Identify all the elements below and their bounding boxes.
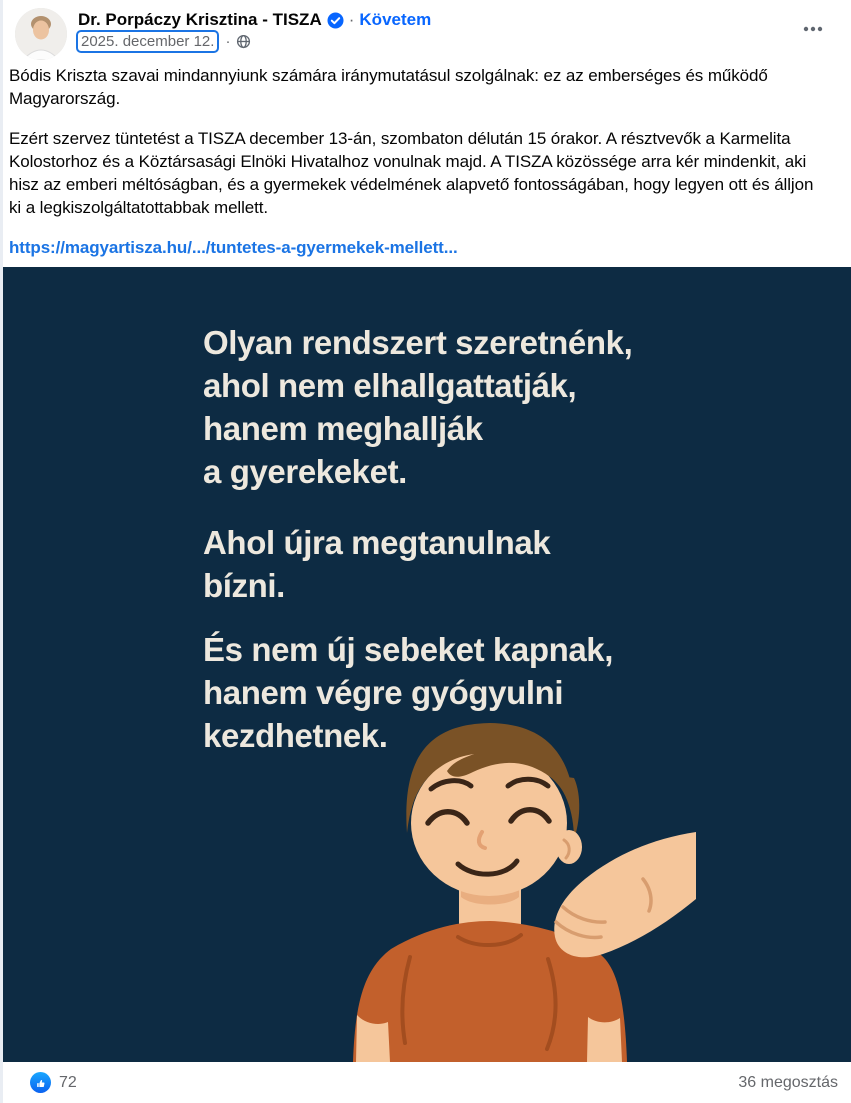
post-footer [0,1062,851,1103]
avatar[interactable] [15,8,67,60]
post-date[interactable]: 2025. december 12. [76,30,219,53]
like-count[interactable]: 72 [59,1073,77,1091]
post-menu-button[interactable] [797,13,829,43]
thumbs-up-icon [35,1077,47,1089]
page-edge [0,0,3,1103]
verified-badge-icon [327,12,344,29]
post-paragraph: Bódis Kriszta szavai mindannyiunk számára iránymutatásul szolgálnak: ez az emberséges és működő Magyarország. [9,66,768,108]
dot-separator: · [348,10,355,29]
post-text [0,64,851,276]
post-header [78,10,431,30]
globe-icon [236,34,251,49]
follow-button[interactable]: Követem [359,10,432,29]
like-icon[interactable] [30,1072,51,1093]
reactions-summary[interactable] [30,1072,77,1093]
post-meta [76,30,251,53]
post-link[interactable]: https://magyartisza.hu/.../tuntetes-a-gyermekek-mellett... [9,238,458,257]
author-name[interactable]: Dr. Porpáczy Krisztina - TISZA [78,10,322,29]
dot-separator: · [225,33,231,50]
image-quote-block-2: Ahol újra megtanulnak bízni. [203,524,551,604]
ellipsis-icon [803,26,823,32]
post-paragraph: Ezért szervez tüntetést a TISZA december 13-án, szombaton délután 15 órakor. A résztvevők a Karmelita Kolostorhoz és a Köztársasági Elnöki Hivatalhoz vonulnak majd. A TISZA közössége arra kér mindenkit, aki hisz az emberi méltóságban, és a gyermekek védelmének alapvető fontosságában, hogy legyen ott és álljon ki a legkiszolgáltatottabbak mellett. [9,129,814,217]
share-count[interactable]: 36 megosztás [738,1073,838,1091]
image-quote-block-1: Olyan rendszert szeretnénk, ahol nem elhallgattatják, hanem meghallják a gyerekeket. [203,324,633,490]
post-image[interactable] [3,267,851,1062]
image-quote-block-3: És nem új sebeket kapnak, hanem végre gyógyulni kezdhetnek. [203,631,614,754]
avatar-image [15,8,67,60]
